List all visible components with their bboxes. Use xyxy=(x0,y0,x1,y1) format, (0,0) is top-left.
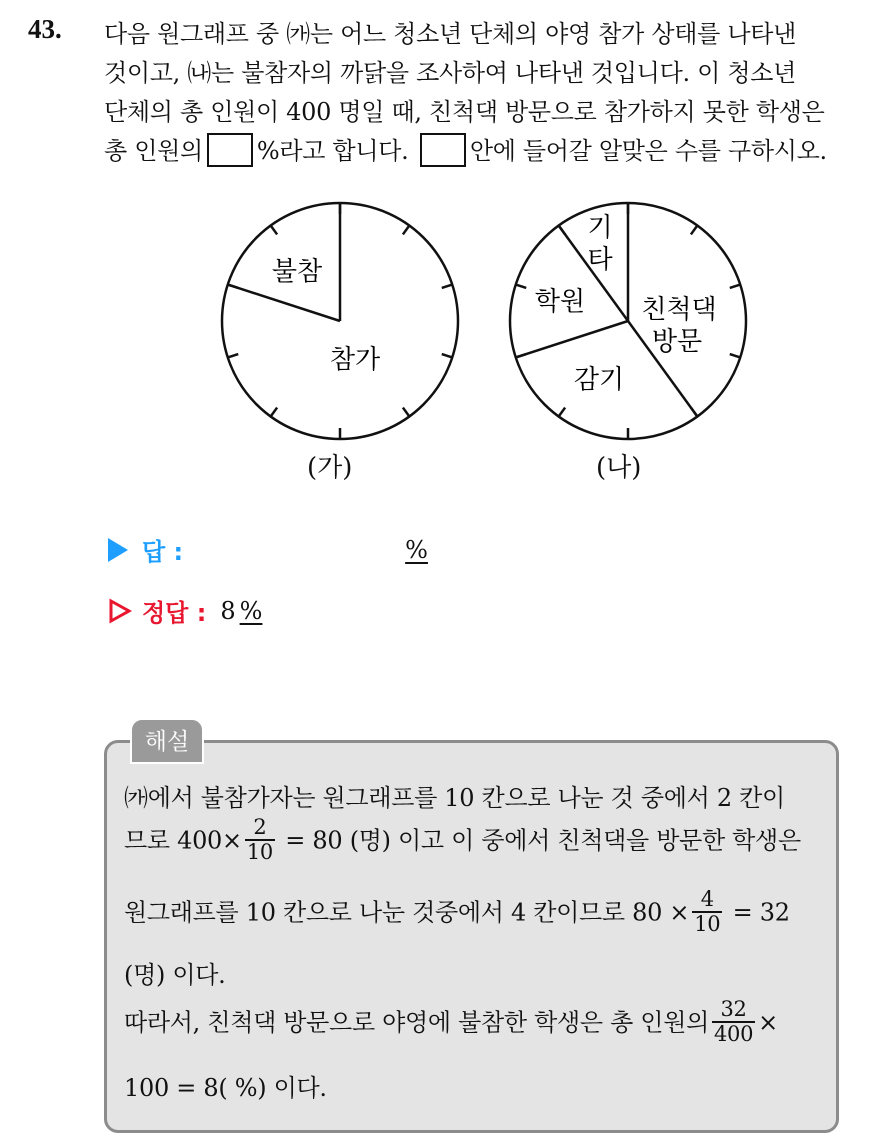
solution-line-5-b: × xyxy=(758,1008,778,1037)
fraction-denominator: 10 xyxy=(246,840,273,865)
fraction-numerator: 2 xyxy=(253,815,267,839)
fraction-32-400 xyxy=(712,998,755,1046)
pie-chart-na xyxy=(503,196,753,446)
pie-na-label-etc-2: 타 xyxy=(587,245,613,275)
fraction-numerator: 32 xyxy=(720,997,747,1021)
fraction-numerator: 4 xyxy=(700,887,714,911)
correct-answer-row xyxy=(108,593,262,628)
solution-line-3-a: 원그래프를 10 칸으로 나눈 것중에서 4 칸이므로 80 × xyxy=(124,898,690,927)
fraction-denominator: 400 xyxy=(713,1022,754,1047)
answer-unit: % xyxy=(405,535,428,564)
correct-answer-label: 정답 : xyxy=(142,599,207,627)
pie-na-label-academy: 학원 xyxy=(534,287,586,317)
pie-chart-ga xyxy=(215,196,465,446)
play-triangle-icon xyxy=(108,538,128,562)
question-line-2: 것이고, ㈏는 불참자의 까닭을 조사하여 나타낸 것입니다. 이 청소년 xyxy=(104,59,796,87)
answer-label: 답 : xyxy=(142,538,184,566)
correct-answer-unit: % xyxy=(239,596,263,625)
pie-ga-label-absent: 불참 xyxy=(271,257,323,287)
fraction-2-10 xyxy=(245,816,275,864)
question-line-4-b: %라고 합니다. xyxy=(256,137,409,165)
question-line-4-a: 총 인원의 xyxy=(104,137,203,165)
question-line-4-c: 안에 들어갈 알맞은 수를 구하시오. xyxy=(469,137,827,165)
answer-row xyxy=(108,532,428,567)
pie-na-label-visit-2: 방문 xyxy=(651,327,703,357)
question-number: 43. xyxy=(28,14,62,44)
question-line-3: 단체의 총 인원이 400 명일 때, 친척댁 방문으로 참가하지 못한 학생은 xyxy=(104,98,825,126)
solution-line-2 xyxy=(124,815,801,866)
outline-triangle-icon xyxy=(108,598,132,624)
pie-na-caption: (나) xyxy=(596,453,642,483)
pie-na-label-visit-1: 친척댁 xyxy=(641,295,717,325)
answer-blank-box xyxy=(207,133,253,167)
solution-line-2-b: = 80 (명) 이고 이 중에서 친척댁을 방문한 학생은 xyxy=(285,826,801,855)
pie-na-label-etc-1: 기 xyxy=(587,213,613,243)
question-line-4 xyxy=(104,131,827,170)
solution-line-1: ㈎에서 불참가자는 원그래프를 10 칸으로 나눈 것 중에서 2 칸이 xyxy=(124,784,785,812)
answer-blank-box-2 xyxy=(420,133,466,167)
solution-tab: 해설 xyxy=(130,718,204,764)
solution-line-5 xyxy=(124,997,778,1048)
correct-answer-value: 8 xyxy=(220,596,236,625)
solution-line-3-b: = 32 xyxy=(732,898,790,927)
question-line-1: 다음 원그래프 중 ㈎는 어느 청소년 단체의 야영 참가 상태를 나타낸 xyxy=(104,20,796,48)
solution-line-6: 100 = 8( %) 이다. xyxy=(124,1074,327,1102)
fraction-denominator: 10 xyxy=(694,912,721,937)
pie-ga-caption: (가) xyxy=(307,453,353,483)
solution-line-2-a: 므로 400× xyxy=(124,826,242,855)
pie-na-label-cold: 감기 xyxy=(573,365,625,395)
solution-line-4: (명) 이다. xyxy=(124,961,226,989)
solution-line-5-a: 따라서, 친척댁 방문으로 야영에 불참한 학생은 총 인원의 xyxy=(124,1008,709,1037)
solution-line-3 xyxy=(124,887,790,938)
pie-ga-label-attend: 참가 xyxy=(329,345,381,375)
fraction-4-10 xyxy=(692,888,722,936)
